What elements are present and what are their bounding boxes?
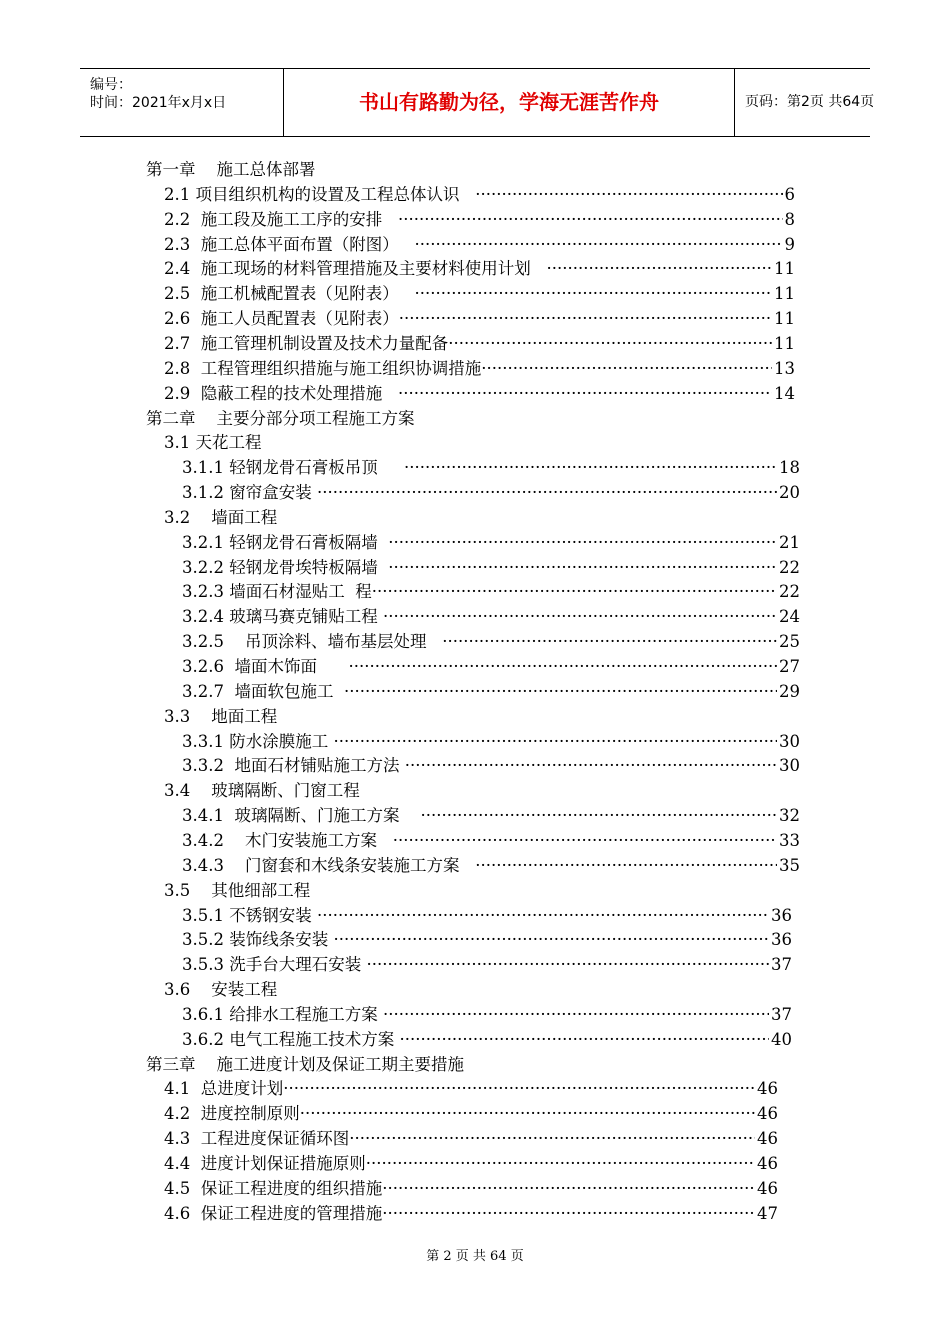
- toc-page-number: 20: [779, 483, 800, 503]
- toc-entry-title: 3.2.6 墙面木饰面: [182, 657, 317, 676]
- toc-entry[interactable]: [182, 928, 792, 952]
- toc-entry[interactable]: [182, 730, 800, 754]
- toc-page-number: 22: [779, 557, 800, 577]
- page-footer: 第 2 页 共 64 页: [426, 1249, 524, 1264]
- toc-entry[interactable]: [182, 531, 800, 555]
- toc-page-number: 24: [779, 607, 800, 627]
- toc-entry-title: 4.6 保证工程进度的管理措施: [164, 1203, 383, 1223]
- toc-chapter[interactable]: [146, 1053, 464, 1077]
- toc-entry-title: 3.2.3 墙面石材湿贴工 程: [182, 582, 372, 602]
- toc-page-number: 6: [784, 184, 795, 204]
- toc-leader-dots: [475, 183, 782, 207]
- toc-entry[interactable]: [182, 953, 792, 977]
- toc-leader-dots: [398, 382, 772, 406]
- toc-entry-gap: [399, 282, 415, 306]
- toc-page-number: 11: [774, 259, 795, 279]
- toc-entry[interactable]: [182, 456, 800, 480]
- toc-page-number: 22: [779, 582, 800, 602]
- toc-entry-gap: [459, 854, 475, 878]
- toc-leader-dots: [414, 282, 772, 306]
- toc-entry[interactable]: [182, 481, 800, 505]
- toc-leader-dots: [448, 332, 772, 356]
- toc-entry[interactable]: [182, 904, 792, 928]
- toc-leader-dots: [399, 307, 772, 331]
- toc-entry-title: 3.2.1 轻钢龙骨石膏板隔墙: [182, 532, 378, 552]
- toc-entry[interactable]: [164, 1177, 778, 1201]
- time-label: 时间：2021年x月x日: [90, 95, 227, 111]
- toc-entry-title: 3.1 天花工程: [164, 433, 262, 453]
- toc-entry-gap: [382, 382, 398, 406]
- toc-entry[interactable]: [164, 879, 310, 903]
- toc-page-number: 13: [774, 358, 795, 378]
- toc-entry[interactable]: [182, 580, 800, 604]
- toc-page-number: 36: [771, 930, 792, 950]
- toc-entry-gap: [317, 655, 348, 679]
- toc-entry[interactable]: [164, 208, 795, 232]
- motto-text: 书山有路勤为径，学海无涯苦作舟: [284, 69, 735, 136]
- toc-entry-title: 第三章 施工进度计划及保证工期主要措施: [146, 1054, 464, 1074]
- toc-leader-dots: [317, 481, 777, 505]
- toc-entry-title: 4.2 进度控制原则: [164, 1104, 300, 1124]
- toc-entry-gap: [378, 456, 404, 480]
- toc-entry-gap: [377, 829, 393, 853]
- toc-entry-gap: [378, 556, 389, 580]
- toc-entry[interactable]: [164, 382, 795, 406]
- toc-entry-title: 3.5 其他细部工程: [164, 880, 311, 900]
- toc-entry-gap: [426, 630, 442, 654]
- toc-entry[interactable]: [182, 829, 800, 853]
- toc-entry-title: 3.1.1 轻钢龙骨石膏板吊顶: [182, 458, 378, 478]
- toc-leader-dots: [382, 1202, 755, 1226]
- toc-leader-dots: [388, 531, 777, 555]
- toc-leader-dots: [481, 357, 772, 381]
- toc-entry-title: 2.5 施工机械配置表（见附表）: [164, 284, 399, 304]
- toc-leader-dots: [388, 556, 777, 580]
- toc-leader-dots: [442, 630, 777, 654]
- toc-entry[interactable]: [164, 282, 795, 306]
- toc-entry[interactable]: [164, 332, 795, 356]
- toc-entry[interactable]: [164, 183, 795, 207]
- toc-page-number: 47: [757, 1203, 778, 1223]
- header-table: [80, 68, 875, 137]
- toc-page-number: 32: [779, 806, 800, 826]
- toc-entry-title: 2.7 施工管理机制设置及技术力量配备: [164, 333, 449, 353]
- toc-entry-gap: [333, 680, 344, 704]
- toc-page-number: 11: [774, 333, 795, 353]
- toc-entry-title: 第二章 主要分部分项工程施工方案: [146, 408, 415, 428]
- toc-entry[interactable]: [164, 506, 277, 530]
- toc-entry-gap: [399, 804, 420, 828]
- header-meta-cell: [80, 69, 284, 136]
- toc-leader-dots: [404, 456, 777, 480]
- serial-label: 编号：: [90, 77, 132, 93]
- toc-entry[interactable]: [182, 1028, 792, 1052]
- toc-leader-dots: [398, 208, 783, 232]
- toc-entry-gap: [531, 257, 547, 281]
- toc-entry-title: 3.5.3 洗手台大理石安装: [182, 955, 362, 975]
- toc-page-number: 37: [771, 955, 792, 975]
- toc-page-number: 8: [784, 209, 795, 229]
- toc-entry[interactable]: [182, 556, 800, 580]
- toc-entry[interactable]: [164, 1127, 778, 1151]
- toc-entry-title: 3.2.2 轻钢龙骨埃特板隔墙: [182, 557, 378, 577]
- toc-leader-dots: [372, 580, 777, 604]
- toc-page-number: 40: [771, 1029, 792, 1049]
- toc-entry-title: 3.3.1 防水涂膜施工: [182, 731, 329, 751]
- toc-entry[interactable]: [164, 1102, 778, 1126]
- toc-page-number: 25: [779, 632, 800, 652]
- toc-entry-title: 2.1 项目组织机构的设置及工程总体认识: [164, 184, 460, 204]
- toc-page-number: 14: [774, 383, 795, 403]
- toc-leader-dots: [349, 1127, 755, 1151]
- toc-entry-title: 2.3 施工总体平面布置（附图）: [164, 234, 399, 254]
- toc-leader-dots: [366, 953, 769, 977]
- toc-entry-title: 3.3.2 地面石材铺贴施工方法: [182, 756, 400, 776]
- toc-entry-title: 2.2 施工段及施工工序的安排: [164, 209, 383, 229]
- toc-entry-title: 3.5.2 装饰线条安装: [182, 930, 329, 950]
- toc-entry[interactable]: [164, 705, 277, 729]
- toc-page-number: 27: [779, 657, 800, 676]
- toc-page-number: 46: [757, 1178, 778, 1198]
- toc-leader-dots: [475, 854, 777, 878]
- toc-entry-title: 4.5 保证工程进度的组织措施: [164, 1178, 383, 1198]
- toc-entry[interactable]: [164, 779, 360, 803]
- toc-entry[interactable]: [164, 978, 277, 1002]
- toc-page-number: 18: [779, 458, 800, 478]
- toc-entry-title: 3.4.3 门窗套和木线条安装施工方案: [182, 855, 460, 875]
- toc-page-number: 46: [757, 1104, 778, 1124]
- toc-chapter[interactable]: [146, 158, 315, 182]
- toc-entry-gap: [460, 183, 476, 207]
- toc-page-number: 9: [784, 234, 795, 254]
- toc-entry-gap: [399, 233, 415, 257]
- toc-entry[interactable]: [164, 1152, 778, 1176]
- toc-page-number: 36: [771, 905, 792, 925]
- toc-entry[interactable]: [182, 854, 800, 878]
- toc-entry-title: 3.5.1 不锈钢安装: [182, 905, 312, 925]
- toc-page-number: 46: [757, 1154, 778, 1173]
- toc-page-number: 11: [774, 309, 795, 329]
- toc-page-number: 33: [779, 830, 800, 850]
- toc-leader-dots: [399, 1028, 769, 1052]
- toc-leader-dots: [405, 754, 777, 778]
- toc-entry[interactable]: [182, 655, 800, 679]
- toc-leader-dots: [300, 1102, 755, 1126]
- toc-entry[interactable]: [182, 630, 800, 654]
- toc-entry-title: 2.8 工程管理组织措施与施工组织协调措施: [164, 358, 482, 378]
- toc-leader-dots: [333, 928, 769, 952]
- toc-entry-title: 第一章 施工总体部署: [146, 160, 316, 179]
- toc-entry-title: 3.2.4 玻璃马赛克铺贴工程: [182, 607, 378, 627]
- toc-entry[interactable]: [164, 431, 262, 455]
- toc-entry[interactable]: [164, 1202, 778, 1226]
- toc-entry-gap: [378, 531, 389, 555]
- toc-entry-title: 3.2.5 吊顶涂料、墙布基层处理: [182, 632, 427, 652]
- toc-leader-dots: [317, 904, 769, 928]
- toc-entry-title: 3.6.1 给排水工程施工方案: [182, 1004, 378, 1024]
- toc-entry-title: 3.4.2 木门安装施工方案: [182, 830, 377, 850]
- toc-entry[interactable]: [182, 605, 800, 629]
- toc-leader-dots: [383, 605, 777, 629]
- toc-page-number: 46: [757, 1129, 778, 1149]
- toc-leader-dots: [283, 1077, 755, 1101]
- toc-page-number: 11: [774, 284, 795, 304]
- toc-entry[interactable]: [164, 1077, 778, 1101]
- toc-entry[interactable]: [182, 680, 800, 704]
- toc-leader-dots: [414, 233, 782, 257]
- toc-entry-title: 3.6.2 电气工程施工技术方案: [182, 1029, 395, 1049]
- toc-entry[interactable]: [182, 804, 800, 828]
- toc-entry-title: 4.3 工程进度保证循环图: [164, 1129, 350, 1149]
- toc-entry-title: 3.4.1 玻璃隔断、门施工方案: [182, 806, 400, 826]
- toc-entry-title: 2.6 施工人员配置表（见附表）: [164, 309, 399, 329]
- toc-leader-dots: [546, 257, 772, 281]
- toc-entry-title: 3.2 墙面工程: [164, 507, 278, 527]
- toc-entry[interactable]: [164, 307, 795, 331]
- toc-entry-gap: [382, 208, 398, 232]
- toc-entry[interactable]: [164, 257, 795, 281]
- toc-entry-title: 4.4 进度计划保证措施原则: [164, 1154, 366, 1173]
- toc-entry[interactable]: [182, 1003, 792, 1027]
- toc-leader-dots: [420, 804, 777, 828]
- toc-entry[interactable]: [164, 357, 795, 381]
- toc-entry-title: 3.6 安装工程: [164, 980, 278, 1000]
- toc-entry-title: 2.9 隐蔽工程的技术处理措施: [164, 383, 383, 403]
- page-info: 页码：第2页 共64页: [745, 94, 875, 110]
- toc-entry-title: 2.4 施工现场的材料管理措施及主要材料使用计划: [164, 259, 531, 279]
- toc-leader-dots: [348, 655, 777, 679]
- toc-page-number: 30: [779, 731, 800, 751]
- toc-page-number: 30: [779, 756, 800, 776]
- toc-leader-dots: [382, 1177, 755, 1201]
- toc-leader-dots: [393, 829, 777, 853]
- toc-leader-dots: [333, 730, 777, 754]
- toc-page-number: 29: [779, 681, 800, 701]
- toc-chapter[interactable]: [146, 407, 414, 431]
- toc-entry-title: 3.1.2 窗帘盒安装: [182, 483, 312, 503]
- toc-leader-dots: [383, 1003, 769, 1027]
- toc-page-number: 46: [757, 1079, 778, 1099]
- toc-page-number: 35: [779, 855, 800, 875]
- toc-page-number: 21: [779, 532, 800, 552]
- toc-page-number: 37: [771, 1004, 792, 1024]
- toc-entry[interactable]: [182, 754, 800, 778]
- toc-leader-dots: [344, 680, 777, 704]
- toc-leader-dots: [366, 1152, 755, 1176]
- toc-entry-title: 3.3 地面工程: [164, 706, 278, 726]
- toc-entry[interactable]: [164, 233, 795, 257]
- toc-entry-title: 3.4 玻璃隔断、门窗工程: [164, 781, 360, 801]
- toc-entry-title: 3.2.7 墙面软包施工: [182, 681, 334, 701]
- toc-entry-title: 4.1 总进度计划: [164, 1079, 284, 1099]
